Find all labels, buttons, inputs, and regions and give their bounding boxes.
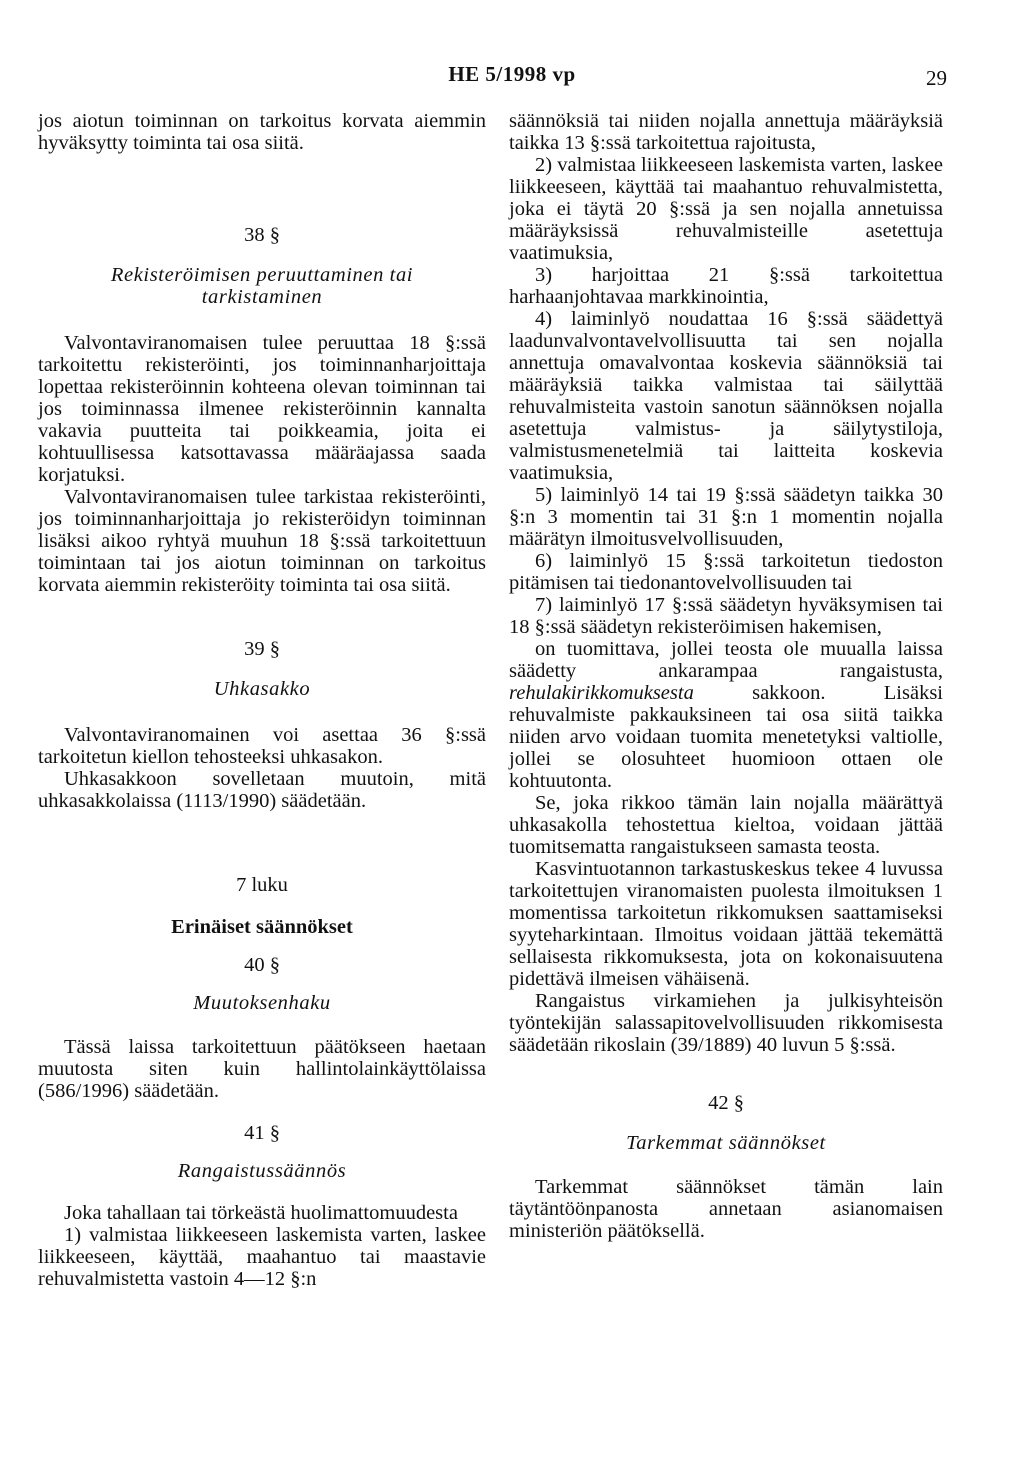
section-41-paragraph-1: Joka tahallaan tai törkeästä huolimattomuudesta xyxy=(64,1202,458,1224)
page-header-doc-ref: HE 5/1998 vp xyxy=(448,62,576,86)
section-41-paragraph-2: 1) valmistaa liikkeeseen laskemista varten, laskee liikkeeseen, käyttää, maahantuo tai maastavie rehuvalmistetta vastoin 4—12 §:n xyxy=(38,1224,486,1290)
right-continuation-paragraph: säännöksiä tai niiden nojalla annettuja määräyksiä taikka 13 §:ssä tarkoitettua rajoitusta, xyxy=(509,110,943,154)
section-42-title: Tarkemmat säännökset xyxy=(626,1132,826,1154)
list-item-7: 7) laiminlyö 17 §:ssä säädetyn hyväksymisen tai 18 §:ssä säädetyn rekisteröimisen hakemisen, xyxy=(509,594,943,638)
penalty-text-a: on tuomittava, jollei teosta ole muualla laissa säädetty ankarampaa rangaistusta, xyxy=(509,638,943,682)
paragraph-uhkasakko-violation: Se, joka rikkoo tämän lain nojalla määrättyä uhkasakolla tehostettua kieltoa, voidaan jättää tuomitsematta rangaistukseen samasta teosta. xyxy=(509,792,943,858)
section-39-paragraph-2: Uhkasakkoon sovelletaan muutoin, mitä uhkasakkolaissa (1113/1990) säädetään. xyxy=(38,768,486,812)
section-41-title: Rangaistussäännös xyxy=(177,1160,347,1182)
section-38-number: 38 § xyxy=(244,224,280,246)
chapter-title: Erinäiset säännökset xyxy=(171,916,353,938)
section-42-paragraph-1: Tarkemmat säännökset tämän lain täytäntöönpanosta annetaan asianomaisen ministeriön päätöksellä. xyxy=(509,1176,943,1242)
list-item-2: 2) valmistaa liikkeeseen laskemista varten, laskee liikkeeseen, käyttää tai maahantuo rehuvalmistetta, joka ei täytä 20 §:ssä ja sen nojalla annetuissa määräyksissä rehuvalmisteille asetettuja vaatimuksia, xyxy=(509,154,943,264)
section-40-paragraph-1: Tässä laissa tarkoitettuun päätökseen haetaan muutosta siten kuin hallintolainkäyttölaissa (586/1996) säädetään. xyxy=(38,1036,486,1102)
section-38-paragraph-2: Valvontaviranomaisen tulee tarkistaa rekisteröinti, jos toiminnanharjoittaja jo rekisteröidyn toiminnan lisäksi aikoo ryhtyä muuhun 18 §:ssä tarkoitettuun toimintaan tai jos aiotun toiminnan on tarkoitus korvata aiemmin rekisteröity toiminta tai osa siitä. xyxy=(38,486,486,596)
list-item-3: 3) harjoittaa 21 §:ssä tarkoitettua harhaanjohtavaa markkinointia, xyxy=(509,264,943,308)
section-39-title: Uhkasakko xyxy=(213,678,311,700)
section-42-number: 42 § xyxy=(708,1092,744,1114)
penalty-paragraph xyxy=(509,638,943,792)
penalty-text-b: sakkoon. Lisäksi rehuvalmiste pakkauksineen tai osa siitä taikka niiden arvo voidaan tuomita menetetyksi valtiolle, jollei se olosuhteet huomioon ottaen ole kohtuutonta. xyxy=(509,682,943,792)
section-41-number: 41 § xyxy=(244,1122,280,1144)
section-39-number: 39 § xyxy=(244,638,280,660)
list-item-5: 5) laiminlyö 14 tai 19 §:ssä säädetyn taikka 30 §:n 3 momentin tai 31 §:n 1 momentin nojalla määrätyn ilmoitusvelvollisuuden, xyxy=(509,484,943,550)
list-item-6: 6) laiminlyö 15 §:ssä tarkoitetun tiedoston pitämisen tai tiedonantovelvollisuuden tai xyxy=(509,550,943,594)
section-40-number: 40 § xyxy=(244,954,280,976)
right-column xyxy=(509,110,943,1242)
left-column xyxy=(38,110,486,1290)
paragraph-virkamies: Rangaistus virkamiehen ja julkisyhteisön työntekijän salassapitovelvollisuuden rikkomisesta säädetään rikoslain (39/1889) 40 luvun 5 §:ssä. xyxy=(509,990,943,1056)
left-intro-paragraph: jos aiotun toiminnan on tarkoitus korvata aiemmin hyväksytty toiminta tai osa siitä. xyxy=(38,110,486,154)
section-38-paragraph-1: Valvontaviranomaisen tulee peruuttaa 18 §:ssä tarkoitettu rekisteröinti, jos toiminnanharjoittaja lopettaa rekisteröinnin kohteena olevan toiminnan tai jos toiminnassa ilmenee rekisteröinnin kannalta vakavia puutteita tai poikkeamia, joita ei kohtuullisessa katsottavassa määräajassa saada korjatuksi. xyxy=(38,332,486,486)
section-38-title: Rekisteröimisen peruuttaminen tai tarkistaminen xyxy=(110,264,414,308)
chapter-number: 7 luku xyxy=(236,874,288,896)
page-number: 29 xyxy=(926,66,947,90)
section-39-paragraph-1: Valvontaviranomainen voi asettaa 36 §:ssä tarkoitetun kiellon tehosteeksi uhkasakon. xyxy=(38,724,486,768)
list-item-4: 4) laiminlyö noudattaa 16 §:ssä säädettyä laadunvalvontavelvollisuutta tai sen nojalla annettuja omavalvontaa koskevia säännöksiä tai määräyksiä taikka valmistaa tai säilyttää rehuvalmisteita vastoin sanotun säännöksen nojalla asetettuja valmistus- ja säilytystiloja, valmistusmenetelmiä tai laitteita koskevia vaatimuksia, xyxy=(509,308,943,484)
paragraph-kasvintuotanto: Kasvintuotannon tarkastuskeskus tekee 4 luvussa tarkoitettujen viranomaisten puolesta ilmoituksen 1 momentissa tarkoitetun rikkomuksen saattamiseksi syyteharkintaan. Ilmoitus voidaan jättää tekemättä sellaisesta rikkomuksesta, jota on kokonaisuutena pidettävä ilmeisen vähäisenä. xyxy=(509,858,943,990)
penalty-term-italic: rehulakirikkomuksesta xyxy=(509,682,694,704)
section-40-title: Muutoksenhaku xyxy=(193,992,331,1014)
